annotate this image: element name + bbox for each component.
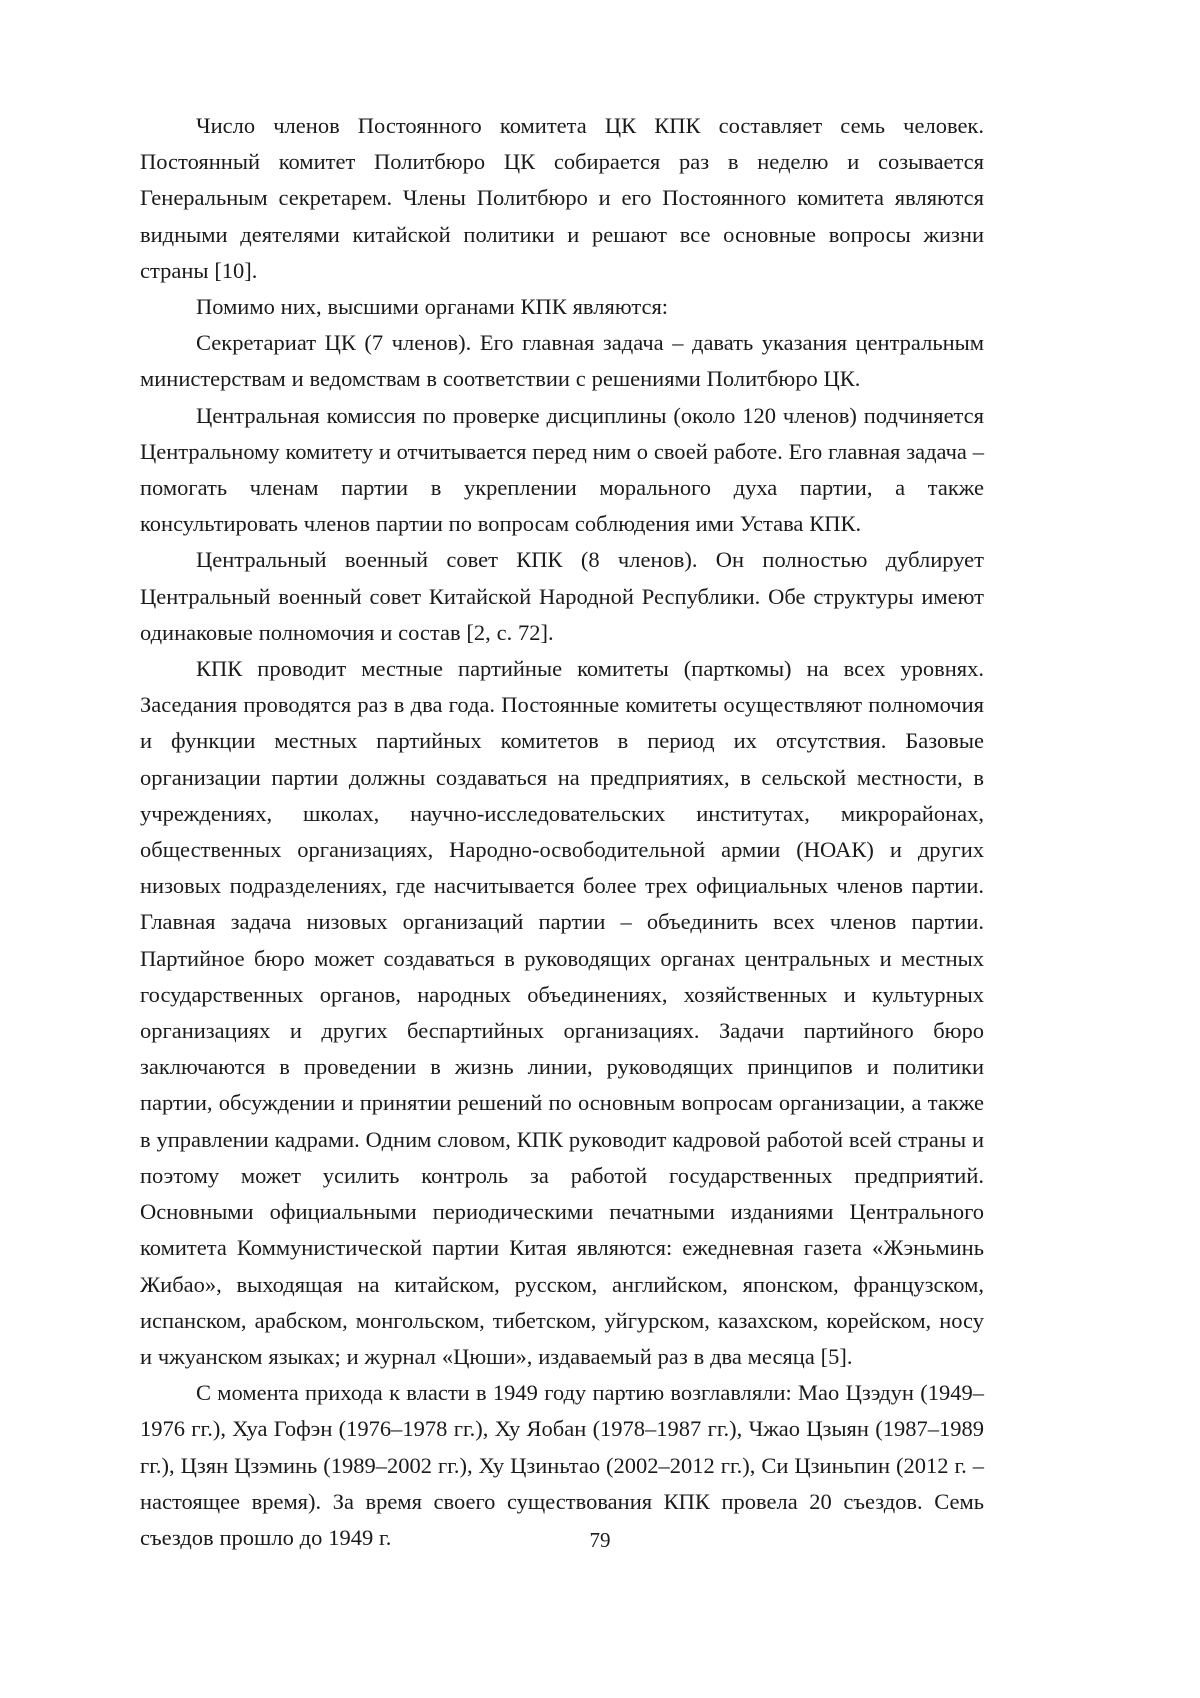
paragraph: Помимо них, высшими органами КПК являются:: [196, 294, 669, 320]
page-number: 79: [589, 1528, 611, 1552]
paragraph: Число членов Постоянного комитета ЦК КПК составляет семь человек. Постоянный комитет Политбюро ЦК собирается раз в неделю и созывается Генеральным секретарем. Члены Политбюро и его Постоянного комитета являются видными деятелями китайской политики и решают все основные вопросы жизни страны [10].: [140, 113, 984, 283]
paragraph: С момента прихода к власти в 1949 году партию возглавляли: Мао Цзэдун (1949–1976 гг.), Хуа Гофэн (1976–1978 гг.), Ху Яобан (1978–1987 гг.), Чжао Цзыян (1987–1989 гг.), Цзян Цзэминь (1989–2002 гг.), Ху Цзиньтао (2002–2012 гг.), Си Цзиньпин (2012 г. – настоящее время). За время своего существования КПК провела 20 съездов. Семь съездов прошло до 1949 г.: [140, 1380, 984, 1550]
paragraph: Центральная комиссия по проверке дисциплины (около 120 членов) подчиняется Центральному комитету и отчитывается перед ним о своей работе. Его главная задача – помогать членам партии в укреплении морального духа партии, а также консультировать членов партии по вопросам соблюдения ими Устава КПК.: [140, 402, 984, 537]
paragraph: Центральный военный совет КПК (8 членов). Он полностью дублирует Центральный военный совет Китайской Народной Республики. Обе структуры имеют одинаковые полномочия и состав [2, с. 72].: [140, 547, 984, 645]
paragraph: Секретариат ЦК (7 членов). Его главная задача – давать указания центральным министерствам и ведомствам в соответствии с решениями Политбюро ЦК.: [140, 330, 984, 392]
page-body: [140, 108, 984, 1556]
paragraph: КПК проводит местные партийные комитеты (парткомы) на всех уровнях. Заседания проводятся раз в два года. Постоянные комитеты осуществляют полномочия и функции местных партийных комитетов в период их отсутствия. Базовые организации партии должны создаваться на предприятиях, в сельской местности, в учреждениях, школах, научно-исследовательских институтах, микрорайонах, общественных организациях, Народно-освободительной армии (НОАК) и других низовых подразделениях, где насчитывается более трех официальных членов партии. Главная задача низовых организаций партии – объединить всех членов партии. Партийное бюро может создаваться в руководящих органах центральных и местных государственных органов, народных объединениях, хозяйственных и культурных организациях и других беспартийных организациях. Задачи партийного бюро заключаются в проведении в жизнь линии, руководящих принципов и политики партии, обсуждении и принятии решений по основным вопросам организации, а также в управлении кадрами. Одним словом, КПК руководит кадровой работой всей страны и поэтому может усилить контроль за работой государственных предприятий. Основными официальными периодическими печатными изданиями Центрального комитета Коммунистической партии Китая являются: ежедневная газета «Жэньминь Жибао», выходящая на китайском, русском, английском, японском, французском, испанском, арабском, монгольском, тибетском, уйгурском, казахском, корейском, носу и чжуанском языках; и журнал «Цюши», издаваемый раз в два месяца [5].: [140, 656, 984, 1369]
